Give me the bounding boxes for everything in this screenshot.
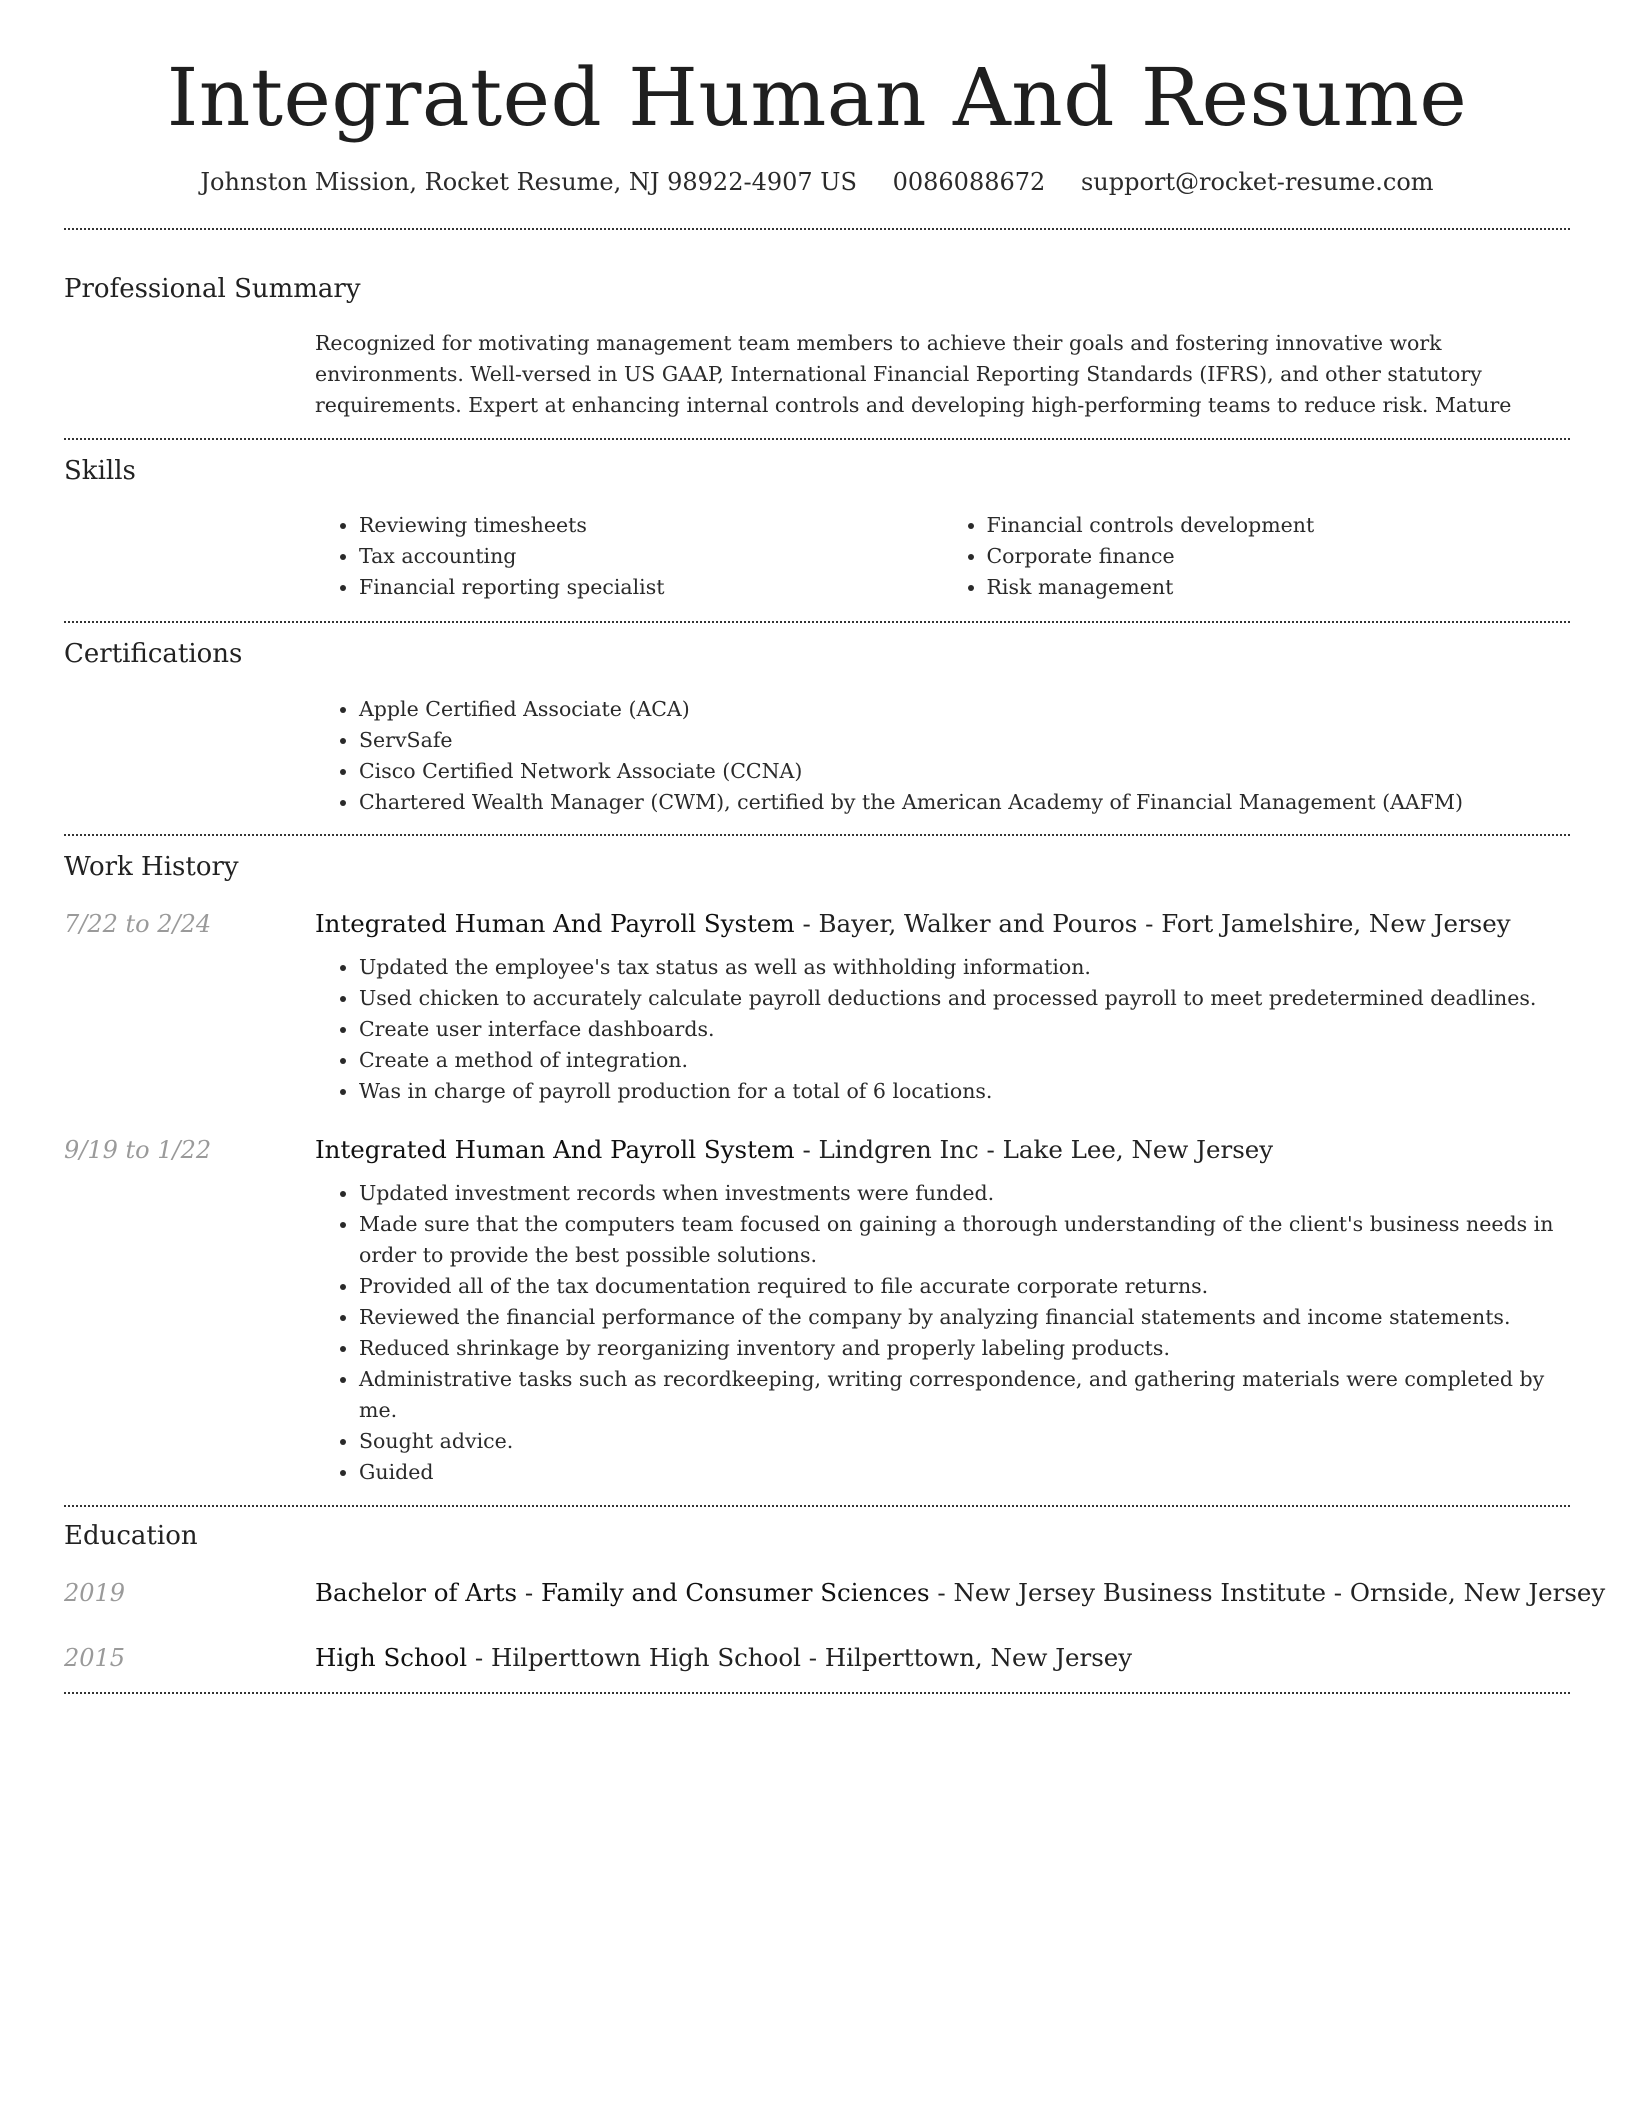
skill-item: • Tax accounting	[359, 541, 943, 572]
education-school: New Jersey Business Institute	[953, 1577, 1326, 1607]
education-degree: High School	[315, 1642, 468, 1672]
skill-item: • Financial controls development	[987, 510, 1571, 541]
job-bullet: • Guided	[359, 1457, 1570, 1488]
education-year: 2015	[64, 1643, 126, 1672]
summary-section	[64, 230, 1570, 421]
separator: -	[802, 1134, 819, 1164]
section-title-summary: Professional Summary	[64, 274, 361, 304]
candidate-name: Integrated Human And Resume	[166, 51, 1468, 144]
job-entry	[64, 909, 1570, 1107]
separator: -	[474, 1642, 491, 1672]
job-bullet: • Provided all of the tax documentation required to file accurate corporate returns.	[359, 1271, 1570, 1302]
education-location: Hilperttown, New Jersey	[824, 1642, 1133, 1672]
job-bullet: • Used chicken to accurately calculate payroll deductions and processed payroll to meet predetermined deadlines.	[359, 983, 1570, 1014]
job-dates: 7/22 to 2/24	[64, 909, 212, 938]
job-dates: 9/19 to 1/22	[64, 1135, 212, 1164]
section-title-education: Education	[64, 1520, 198, 1551]
education-degree: Bachelor of Arts	[315, 1577, 518, 1607]
contact-info	[64, 168, 1570, 196]
skill-item: • Financial reporting specialist	[359, 572, 943, 603]
job-location: Fort Jamelshire, New Jersey	[1161, 908, 1511, 938]
summary-line: environments. Well-versed in US GAAP, International Financial Reporting Standards (IFRS), and other statutory	[315, 362, 1482, 387]
summary-text	[315, 328, 1570, 421]
education-field: Family and Consumer Sciences	[541, 1577, 930, 1607]
certification-item: • ServSafe	[359, 725, 1570, 756]
separator: -	[524, 1577, 541, 1607]
summary-line: requirements. Expert at enhancing internal controls and developing high-performing teams to reduce risk. Mature	[315, 393, 1512, 418]
job-bullet: • Create a method of integration.	[359, 1045, 1570, 1076]
summary-line: Recognized for motivating management team members to achieve their goals and fostering innovative work	[315, 331, 1442, 356]
phone: 0086088672	[892, 168, 1046, 196]
job-bullet: • Administrative tasks such as recordkeeping, writing correspondence, and gathering materials were completed by me.	[359, 1364, 1570, 1426]
job-header	[64, 909, 1570, 938]
separator: -	[986, 1134, 1003, 1164]
separator: -	[937, 1577, 954, 1607]
resume-header	[64, 0, 1570, 196]
skills-list	[315, 510, 1570, 603]
job-position: Integrated Human And Payroll System	[315, 908, 795, 938]
job-bullet: • Sought advice.	[359, 1426, 1570, 1457]
job-bullet: • Updated investment records when investments were funded.	[359, 1178, 1570, 1209]
job-title-line	[315, 1135, 1273, 1164]
work-history-section	[64, 836, 1570, 1488]
job-entry	[64, 1135, 1570, 1488]
separator: -	[802, 908, 819, 938]
education-entry	[64, 1643, 1570, 1672]
education-entry	[64, 1577, 1606, 1607]
job-title-line	[315, 909, 1511, 938]
section-title-certifications: Certifications	[64, 639, 243, 670]
skill-item: • Reviewing timesheets	[359, 510, 943, 541]
job-company: Bayer, Walker and Pouros	[818, 908, 1138, 938]
skills-column-right	[943, 510, 1571, 603]
skills-column-left	[315, 510, 943, 603]
job-bullet: • Reduced shrinkage by reorganizing inventory and properly labeling products.	[359, 1333, 1570, 1364]
certification-item: • Chartered Wealth Manager (CWM), certified by the American Academy of Financial Management (AAFM)	[359, 787, 1570, 818]
job-bullet: • Was in charge of payroll production for a total of 6 locations.	[359, 1076, 1570, 1107]
education-line	[315, 1578, 1605, 1607]
separator: -	[1145, 908, 1162, 938]
job-location: Lake Lee, New Jersey	[1002, 1134, 1274, 1164]
certification-item: • Cisco Certified Network Associate (CCNA)	[359, 756, 1570, 787]
job-header	[64, 1135, 1570, 1164]
skill-item: • Corporate finance	[987, 541, 1571, 572]
education-location: Ornside, New Jersey	[1349, 1577, 1606, 1607]
job-company: Lindgren Inc	[818, 1134, 979, 1164]
education-school: Hilperttown High School	[490, 1642, 801, 1672]
divider	[64, 1692, 1570, 1694]
education-line	[315, 1643, 1132, 1672]
job-bullets	[315, 1178, 1570, 1488]
separator: -	[1333, 1577, 1350, 1607]
skills-section	[64, 440, 1570, 603]
job-bullet: • Reviewed the financial performance of the company by analyzing financial statements and income statements.	[359, 1302, 1570, 1333]
job-bullet: • Made sure that the computers team focused on gaining a thorough understanding of the client's business needs in order to provide the best possible solutions.	[359, 1209, 1570, 1271]
separator: -	[808, 1642, 825, 1672]
job-bullets	[315, 952, 1570, 1107]
address: Johnston Mission, Rocket Resume, NJ 98922-4907 US	[200, 168, 857, 196]
job-bullet: • Updated the employee's tax status as well as withholding information.	[359, 952, 1570, 983]
certifications-list	[315, 694, 1570, 818]
section-title-skills: Skills	[64, 456, 136, 487]
skill-item: • Risk management	[987, 572, 1571, 603]
job-bullet: • Create user interface dashboards.	[359, 1014, 1570, 1045]
certifications-section	[64, 623, 1570, 817]
education-section	[64, 1507, 1606, 1672]
education-year: 2019	[64, 1578, 126, 1607]
section-title-work-history: Work History	[64, 851, 239, 882]
certification-item: • Apple Certified Associate (ACA)	[359, 694, 1570, 725]
email: support@rocket-resume.com	[1080, 168, 1434, 196]
job-position: Integrated Human And Payroll System	[315, 1134, 795, 1164]
resume-page	[64, 0, 1606, 1694]
